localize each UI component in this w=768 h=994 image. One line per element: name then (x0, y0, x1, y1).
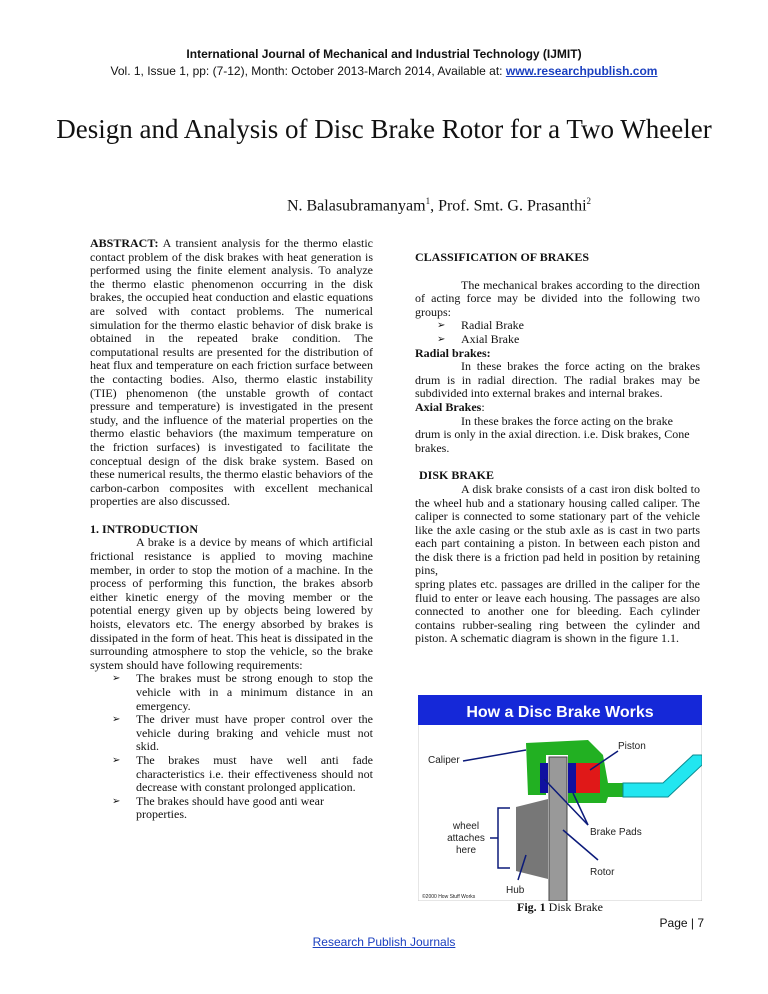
authors (0, 196, 768, 215)
abstract-text: A transient analysis for the thermo elastic contact problem of the disk brakes with heat generation is performed using the finite element analysis. To analyze the thermo elastic phenomenon occurring in the disk brakes, the occupied heat conduction and elastic equations are solved with contact problems. The numerical simulation for the thermo elastic behavior of disk brake is obtained in the repeated brake condition. The computational results are presented for the distribution of heat flux and temperature on each friction surface between the contacting bodies. Also, thermo elastic instability (TIE) phenomenon (the unstable growth of contact pressure and temperature) is investigated in the present study, and the influence of the material properties on the thermo elastic behaviors (the maximum temperature on the friction surfaces) is investigated to facilitate the conceptual design of the disk brake system. Based on these numerical results, the thermo elastic behaviors of the carbon-carbon composites with excellent mechanical properties are also discussed. (90, 236, 373, 509)
figure-number: Fig. 1 (517, 900, 546, 914)
issue-line (0, 64, 768, 78)
disc-brake-figure (418, 695, 702, 901)
radial-text: In these brakes the force acting on the brakes drum is in radial direction. The radial brakes may be subdivided into external brakes and internal brakes. (415, 359, 700, 401)
paper-title: Design and Analysis of Disc Brake Rotor for a Two Wheeler (56, 114, 712, 144)
intro-text: A brake is a device by means of which artificial frictional resistance is applied to moving machine member, in order to stop the motion of a machine. In the process of performing this function, the brakes absorb either kinetic energy of the moving member or the potential energy given up by objects being lowered by hoists, elevators etc. The energy absorbed by brakes is dissipated in the form of heat. This heat is dissipated in the surrounding atmosphere to stop the vehicle, so the brake system should have following requirements: (90, 535, 373, 672)
list-item: ➢ The brakes must have well anti fade characteristics i.e. their effectiveness should not decrease with constant prolonged application. (112, 754, 373, 795)
right-column (415, 251, 700, 646)
journal-url-link[interactable]: www.researchpublish.com (505, 64, 658, 78)
label-hub: Hub (506, 885, 525, 896)
label-rotor: Rotor (590, 867, 615, 878)
label-caliper: Caliper (428, 755, 460, 766)
list-item: ➢ The driver must have proper control over the vehicle during braking and vehicle must not skid. (112, 713, 373, 754)
brake-pad-left (540, 763, 548, 793)
intro-heading: 1. INTRODUCTION (90, 521, 199, 536)
figure-copyright: ©2000 How Stuff Works (422, 894, 476, 900)
label-brake-pads: Brake Pads (590, 827, 642, 838)
author-2: , Prof. Smt. G. Prasanthi (430, 197, 587, 215)
author-1-affil: 1 (425, 196, 431, 206)
label-wheel: wheel (452, 821, 480, 832)
abstract-label: ABSTRACT: (90, 236, 159, 250)
left-column (90, 237, 373, 822)
classification-text: The mechanical brakes according to the direction of acting force may be divided into the following two groups: (415, 277, 700, 319)
brake-types-list (415, 319, 700, 346)
rotor-shape (549, 757, 567, 901)
issue-text: Vol. 1, Issue 1, pp: (7-12), Month: October 2013-March 2014, Available at: (110, 64, 506, 78)
author-1: N. Balasubramanyam (286, 197, 426, 215)
hub-shape (516, 799, 548, 879)
axial-text: In these brakes the force acting on the brake drum is only in the axial direction. i.e. Disk brakes, Cone brakes. (415, 413, 690, 455)
axial-heading: Axial Brakes (415, 399, 482, 414)
list-item: ➢ Axial Brake (437, 333, 700, 347)
journal-name: International Journal of Mechanical and Industrial Technology (IJMIT) (186, 47, 582, 61)
piston-shape (576, 763, 600, 793)
author-2-affil: 2 (586, 196, 592, 206)
page-number: Page | 7 (659, 916, 704, 930)
publisher-footer-link[interactable]: Research Publish Journals (312, 935, 456, 949)
list-item: ➢ Radial Brake (437, 319, 700, 333)
label-piston: Piston (618, 741, 646, 752)
disk-brake-heading: DISK BRAKE (419, 468, 495, 483)
list-item: ➢ The brakes should have good anti wear properties. (112, 795, 373, 822)
figure-caption (418, 900, 702, 915)
axial-colon: : (481, 399, 485, 414)
label-here: here (455, 845, 477, 856)
requirements-list (90, 672, 373, 822)
disk-brake-text-2: spring plates etc. passages are drilled in the caliper for the fluid to enter or leave each housing. The passages are also connected to another one for bleeding. Each cylinder contains rubber-sealing ring between the cylinder and piston. A schematic diagram is shown in the figure 1.1. (415, 577, 700, 646)
label-attaches: attaches (447, 833, 485, 844)
abstract (90, 237, 373, 509)
list-item: ➢ The brakes must be strong enough to stop the vehicle with in a minimum distance in an emergency. (112, 672, 373, 713)
brake-pad-right (568, 763, 576, 793)
disk-brake-text: A disk brake consists of a cast iron disk bolted to the wheel hub and a stationary housing called caliper. The caliper is connected to some stationary part of the vehicle like the axle casing or the stub axle as is cast in two parts each part containing a piston. In between each piston and the disk there is a friction pad held in position by retaining pins, (415, 481, 700, 578)
figure-caption-text: Disk Brake (545, 900, 603, 914)
figure-banner-text: How a Disc Brake Works (466, 704, 654, 721)
classification-heading: CLASSIFICATION OF BRAKES (415, 250, 590, 264)
radial-heading: Radial brakes: (415, 345, 491, 360)
